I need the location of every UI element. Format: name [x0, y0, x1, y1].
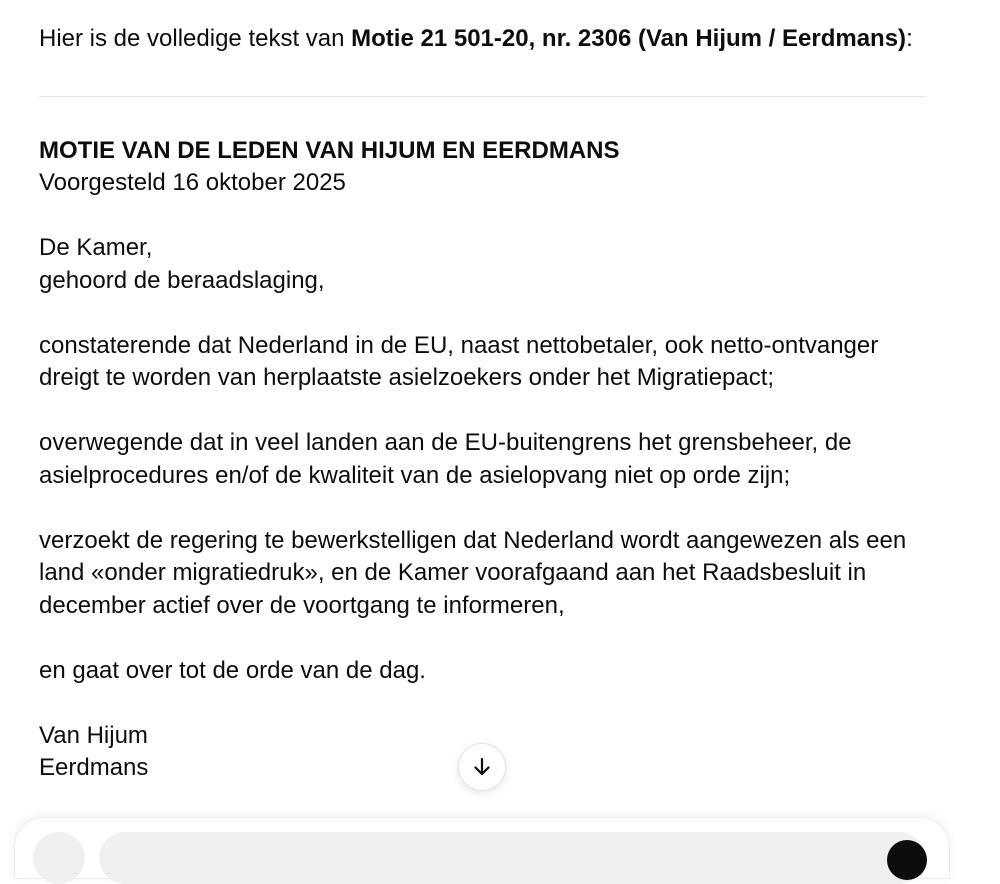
- motion-header: [39, 135, 929, 200]
- motion-reference: Motie 21 501-20, nr. 2306 (Van Hijum / Eerdmans): [351, 25, 907, 52]
- message-input[interactable]: [99, 832, 925, 884]
- attach-button[interactable]: [33, 832, 85, 884]
- motion-considering-1: [39, 330, 929, 395]
- motion-heard: gehoord de beraadslaging,: [39, 266, 325, 294]
- request-line: verzoekt de regering te bewerkstelligen dat Nederland wordt aangewezen als een: [39, 526, 907, 554]
- considering-2-line: overwegende dat in veel landen aan de EU-buitengrens het grensbeheer, de: [39, 429, 852, 456]
- scroll-to-bottom-button[interactable]: [458, 743, 506, 791]
- motion-addressee: De Kamer,: [39, 234, 153, 261]
- motion-request: [39, 525, 929, 623]
- motion-opening: [39, 232, 929, 297]
- motion-considering-2: [39, 427, 929, 492]
- considering-2-line: asielprocedures en/of de kwaliteit van de asielopvang niet op orde zijn;: [39, 461, 791, 489]
- considering-1-line: dreigt te worden van herplaatste asielzoekers onder het Migratiepact;: [39, 364, 775, 391]
- motion-closing: [39, 655, 929, 688]
- intro-prefix: Hier is de volledige tekst van: [39, 25, 352, 52]
- intro-text: [39, 23, 929, 56]
- arrow-down-icon: [470, 755, 494, 779]
- request-line: december actief over de voortgang te informeren,: [39, 591, 565, 619]
- closing-line: en gaat over tot de orde van de dag.: [39, 656, 426, 684]
- intro-suffix: :: [906, 25, 913, 52]
- message-content: [39, 23, 929, 817]
- request-line: land «onder migratiedruk», en de Kamer voorafgaand aan het Raadsbesluit in: [39, 559, 867, 586]
- considering-1-line: constaterende dat Nederland in de EU, naast nettobetaler, ook netto-ontvanger: [39, 331, 879, 359]
- divider: [39, 96, 927, 97]
- send-button[interactable]: [887, 840, 927, 880]
- signatory: Eerdmans: [39, 754, 149, 781]
- signatory: Van Hijum: [39, 721, 148, 749]
- motion-title: MOTIE VAN DE LEDEN VAN HIJUM EN EERDMANS: [39, 136, 620, 164]
- motion-date: Voorgesteld 16 oktober 2025: [39, 169, 346, 196]
- message-composer: [14, 817, 950, 879]
